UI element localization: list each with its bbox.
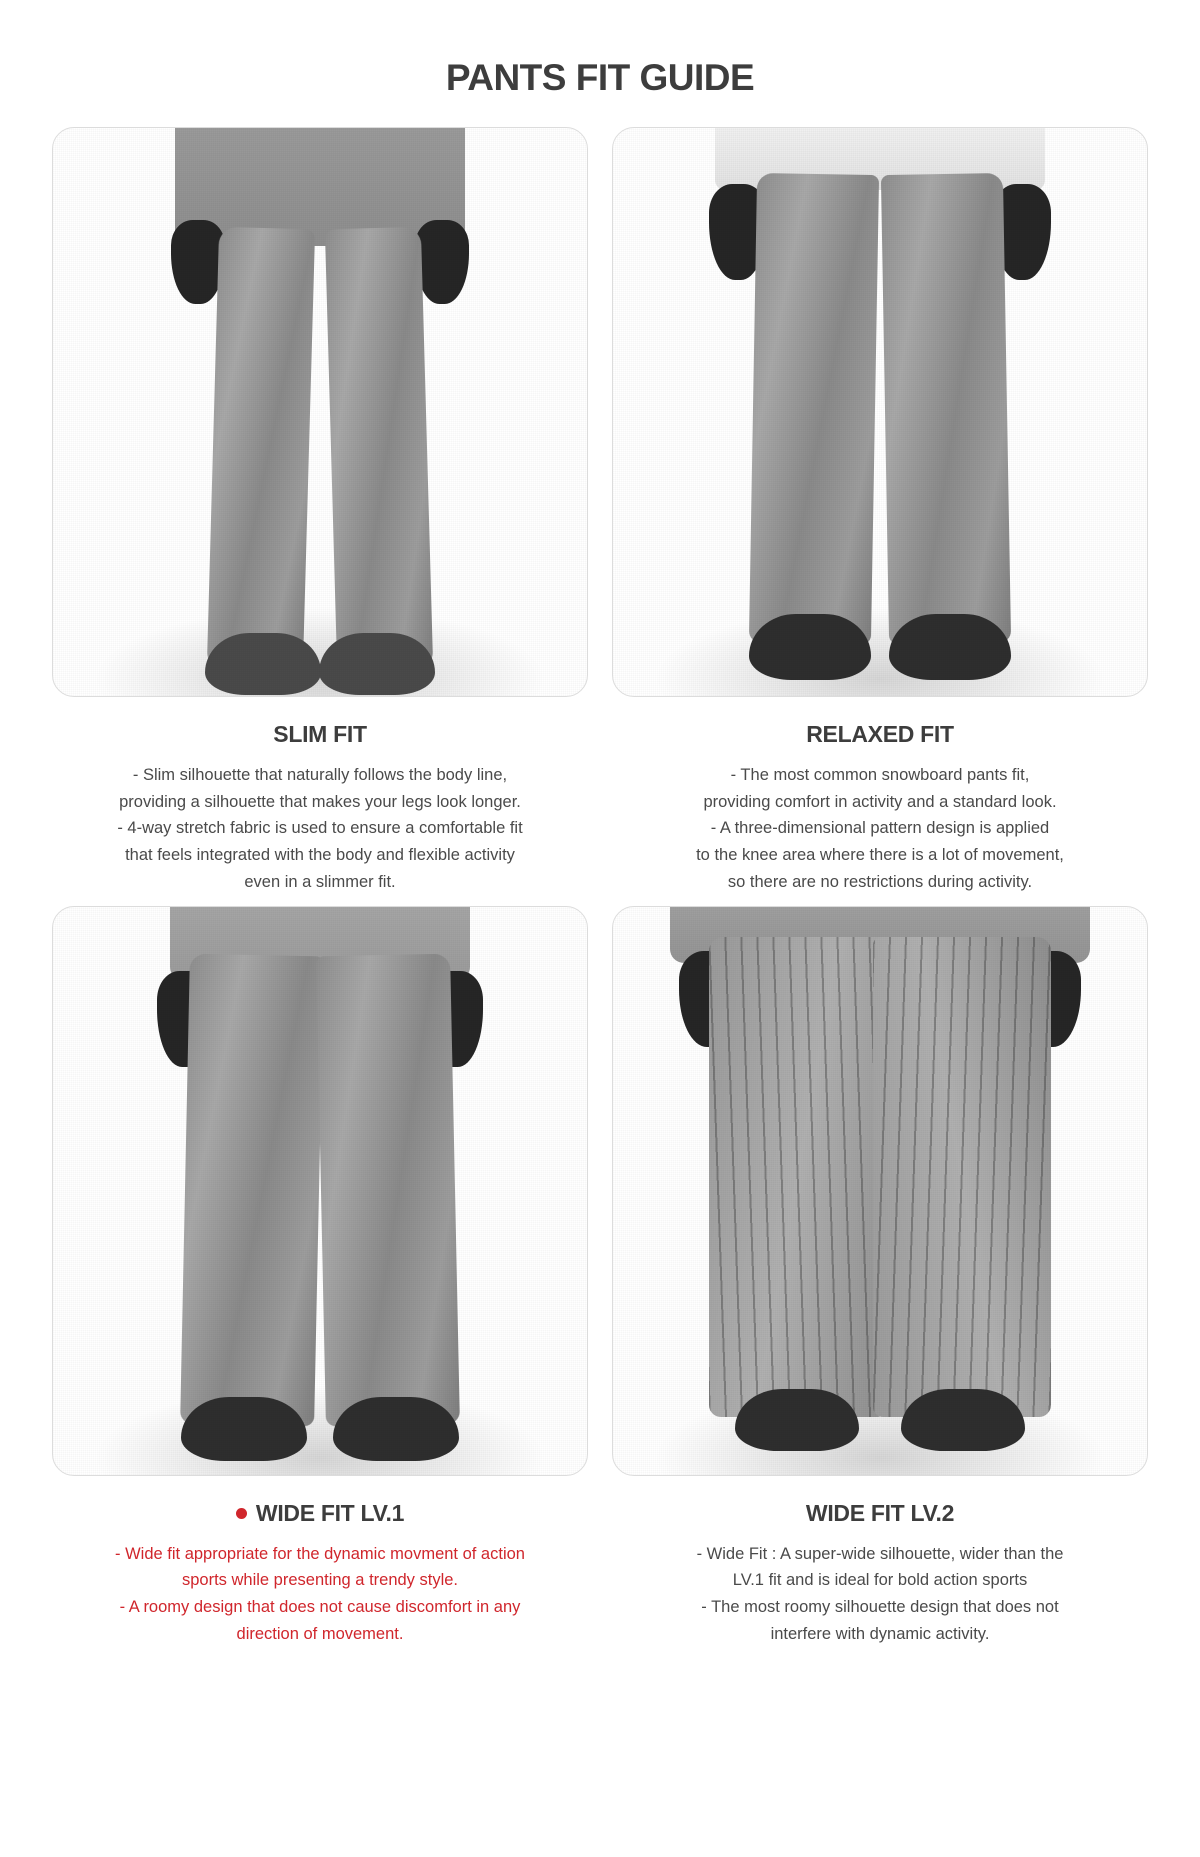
desc-line: - A three-dimensional pattern design is applied bbox=[710, 819, 1050, 838]
fit-description-wide-lv1 bbox=[115, 1541, 525, 1648]
fit-name-wide-lv2 bbox=[806, 1500, 954, 1527]
fit-card-slim bbox=[52, 127, 588, 896]
fit-card-wide-lv1 bbox=[52, 906, 588, 1648]
desc-line: providing comfort in activity and a standard look. bbox=[703, 792, 1057, 811]
desc-line: even in a slimmer fit. bbox=[244, 872, 396, 891]
fit-card-grid bbox=[52, 127, 1148, 1647]
desc-line: providing a silhouette that makes your legs look longer. bbox=[119, 792, 521, 811]
left-leg bbox=[709, 937, 887, 1417]
fit-name-label: WIDE FIT LV.1 bbox=[255, 1499, 405, 1526]
wide-fit-lv1-photo bbox=[52, 906, 588, 1476]
desc-line: - 4-way stretch fabric is used to ensure a comfortable fit bbox=[117, 819, 523, 838]
fit-name-label: RELAXED FIT bbox=[806, 721, 954, 747]
right-leg bbox=[316, 953, 460, 1426]
fit-name-wide-lv1 bbox=[236, 1500, 404, 1527]
left-leg bbox=[180, 953, 324, 1426]
right-glove bbox=[415, 220, 469, 304]
photo-scene bbox=[613, 128, 1147, 696]
fit-description-wide-lv2 bbox=[697, 1541, 1064, 1648]
right-boot bbox=[333, 1397, 459, 1461]
desc-line: - Wide Fit : A super-wide silhouette, wider than the bbox=[696, 1544, 1064, 1563]
right-boot bbox=[319, 633, 435, 695]
right-boot bbox=[889, 614, 1011, 680]
photo-scene bbox=[53, 128, 587, 696]
desc-line: so there are no restrictions during activity. bbox=[727, 872, 1033, 891]
fit-description-slim bbox=[117, 762, 522, 896]
left-leg bbox=[207, 227, 315, 670]
left-boot bbox=[735, 1389, 859, 1451]
desc-line: - Slim silhouette that naturally follows the body line, bbox=[132, 766, 508, 784]
fit-card-relaxed bbox=[612, 127, 1148, 896]
left-leg bbox=[749, 173, 879, 645]
fit-description-relaxed bbox=[696, 762, 1064, 896]
fit-name-slim bbox=[273, 721, 366, 748]
left-boot bbox=[749, 614, 871, 680]
page-title: PANTS FIT GUIDE bbox=[445, 57, 755, 98]
pants-fit-guide-page bbox=[0, 57, 1200, 1857]
desc-line: - The most roomy silhouette design that does not bbox=[701, 1598, 1059, 1617]
fit-card-wide-lv2 bbox=[612, 906, 1148, 1648]
fit-name-label: WIDE FIT LV.2 bbox=[805, 1499, 955, 1526]
fit-name-label: SLIM FIT bbox=[273, 721, 367, 747]
desc-line: sports while presenting a trendy style. bbox=[181, 1571, 459, 1590]
left-boot bbox=[205, 633, 321, 695]
desc-line: that feels integrated with the body and flexible activity bbox=[125, 846, 515, 865]
right-leg bbox=[325, 227, 433, 670]
desc-line: LV.1 fit and is ideal for bold action sports bbox=[732, 1571, 1028, 1590]
desc-line: - Wide fit appropriate for the dynamic movment of action bbox=[115, 1544, 525, 1563]
relaxed-fit-photo bbox=[612, 127, 1148, 697]
photo-scene bbox=[53, 907, 587, 1475]
fit-name-relaxed bbox=[806, 721, 953, 748]
right-leg bbox=[873, 937, 1051, 1417]
wide-fit-lv2-photo bbox=[612, 906, 1148, 1476]
selected-bullet-icon bbox=[236, 1508, 247, 1519]
left-boot bbox=[181, 1397, 307, 1461]
slim-fit-photo bbox=[52, 127, 588, 697]
desc-line: direction of movement. bbox=[236, 1624, 404, 1643]
photo-scene bbox=[613, 907, 1147, 1475]
desc-line: - The most common snowboard pants fit, bbox=[730, 766, 1030, 784]
right-leg bbox=[881, 173, 1011, 645]
desc-line: interfere with dynamic activity. bbox=[770, 1624, 990, 1643]
right-boot bbox=[901, 1389, 1025, 1451]
desc-line: to the knee area where there is a lot of movement, bbox=[696, 846, 1064, 865]
desc-line: - A roomy design that does not cause discomfort in any bbox=[119, 1598, 521, 1617]
